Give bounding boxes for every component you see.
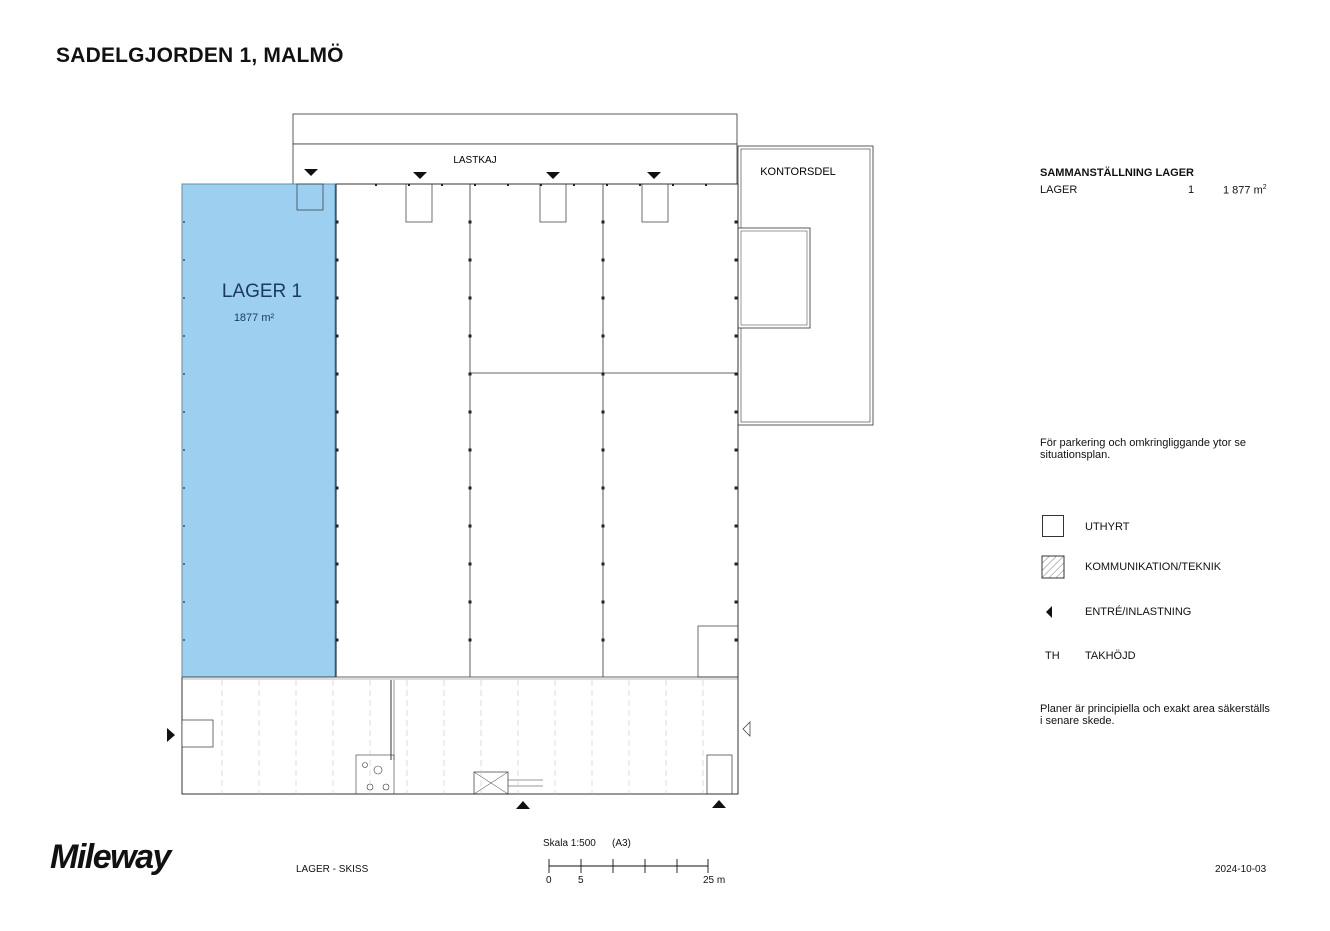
scale-tick-25: 25 m — [703, 875, 726, 886]
summary-row — [1040, 184, 1280, 198]
column-marker — [336, 639, 339, 642]
summary-row-count: 1 — [1188, 184, 1195, 196]
column-marker — [183, 411, 185, 413]
column-marker — [336, 449, 339, 452]
lager-1-unit[interactable] — [182, 184, 335, 677]
column-marker — [469, 259, 472, 262]
entrance-arrow-south-1 — [516, 801, 530, 809]
column-marker — [540, 184, 542, 186]
column-marker — [735, 411, 738, 414]
column-marker — [441, 184, 443, 186]
column-marker — [735, 259, 738, 262]
column-marker — [602, 449, 605, 452]
column-marker — [602, 297, 605, 300]
column-marker — [735, 373, 738, 376]
column-marker — [336, 335, 339, 338]
column-marker — [469, 335, 472, 338]
column-marker — [183, 373, 185, 375]
column-marker — [735, 525, 738, 528]
column-marker — [469, 639, 472, 642]
paper-size: (A3) — [612, 838, 631, 849]
column-marker — [469, 297, 472, 300]
page-title: SADELGJORDEN 1, MALMÖ — [56, 44, 344, 67]
column-marker — [735, 601, 738, 604]
column-marker — [469, 449, 472, 452]
column-marker — [735, 449, 738, 452]
column-marker — [474, 184, 476, 186]
column-marker — [469, 601, 472, 604]
column-marker — [408, 184, 410, 186]
date: 2024-10-03 — [1215, 864, 1267, 875]
summary-heading: SAMMANSTÄLLNING LAGER — [1040, 167, 1194, 179]
column-marker — [602, 411, 605, 414]
column-marker — [672, 184, 674, 186]
column-marker — [183, 639, 185, 641]
legend-th-abbr: TH — [1045, 650, 1060, 662]
column-marker — [705, 184, 707, 186]
column-marker — [183, 259, 185, 261]
column-marker — [183, 449, 185, 451]
column-marker — [336, 525, 339, 528]
summary-row-area: 1 877 $m^2$ — [1223, 184, 1267, 197]
lastkaj-area — [293, 144, 737, 184]
entrance-arrow-south-2 — [712, 800, 726, 808]
column-marker — [336, 221, 339, 224]
column-marker — [469, 487, 472, 490]
column-marker — [602, 221, 605, 224]
column-marker — [469, 563, 472, 566]
entrance-arrow-east — [743, 722, 750, 736]
column-marker — [602, 639, 605, 642]
entrance-arrow-west — [167, 728, 175, 742]
column-marker — [735, 639, 738, 642]
column-marker — [469, 411, 472, 414]
column-marker — [602, 259, 605, 262]
entre-arrow-icon — [1046, 606, 1052, 618]
column-marker — [735, 297, 738, 300]
column-marker — [639, 184, 641, 186]
column-marker — [507, 184, 509, 186]
column-marker — [336, 487, 339, 490]
column-marker — [469, 373, 472, 376]
column-marker — [336, 297, 339, 300]
column-marker — [336, 411, 339, 414]
kontorsdel-label: KONTORSDEL — [760, 166, 836, 178]
column-marker — [183, 221, 185, 223]
office-room — [738, 228, 810, 328]
column-marker — [602, 487, 605, 490]
column-marker — [606, 184, 608, 186]
column-marker — [602, 525, 605, 528]
unit-area: 1877 m² — [233, 312, 275, 324]
column-marker — [573, 184, 575, 186]
column-marker — [183, 563, 185, 565]
legend-kommunikation: KOMMUNIKATION/TEKNIK — [1085, 561, 1222, 573]
mileway-logo: Mileway — [50, 838, 170, 876]
column-marker — [183, 525, 185, 527]
scale-label: Skala 1:500 — [543, 838, 596, 849]
column-marker — [183, 335, 185, 337]
column-marker — [469, 221, 472, 224]
plans-note: Planer är principiella och exakt area säkerställs i senare skede. — [1040, 703, 1270, 727]
hatch-swatch — [1042, 556, 1064, 578]
drawing-type: LAGER - SKISS — [296, 864, 369, 875]
legend-entre: ENTRÉ/INLASTNING — [1085, 606, 1192, 618]
column-marker — [602, 601, 605, 604]
column-marker — [336, 259, 339, 262]
uthyrt-swatch — [1042, 515, 1064, 537]
unit-name: LAGER 1 — [221, 281, 303, 302]
column-marker — [183, 487, 185, 489]
legend-uthyrt: UTHYRT — [1085, 521, 1130, 533]
column-marker — [602, 335, 605, 338]
column-marker — [183, 601, 185, 603]
scale-tick-0: 0 — [546, 875, 552, 886]
summary-row-label: LAGER — [1040, 184, 1078, 196]
column-marker — [375, 184, 377, 186]
column-marker — [735, 335, 738, 338]
column-marker — [469, 525, 472, 528]
column-marker — [735, 563, 738, 566]
parking-note: För parkering och omkringliggande ytor se situationsplan. — [1040, 437, 1247, 461]
canopy-outline — [293, 114, 737, 144]
legend-takhojd: TAKHÖJD — [1085, 650, 1136, 662]
scale-tick-5: 5 — [578, 875, 584, 886]
column-marker — [735, 487, 738, 490]
column-marker — [602, 563, 605, 566]
column-marker — [735, 221, 738, 224]
column-marker — [336, 563, 339, 566]
column-marker — [336, 601, 339, 604]
lastkaj-label: LASTKAJ — [453, 155, 497, 166]
column-marker — [183, 297, 185, 299]
column-marker — [602, 373, 605, 376]
column-marker — [336, 373, 339, 376]
